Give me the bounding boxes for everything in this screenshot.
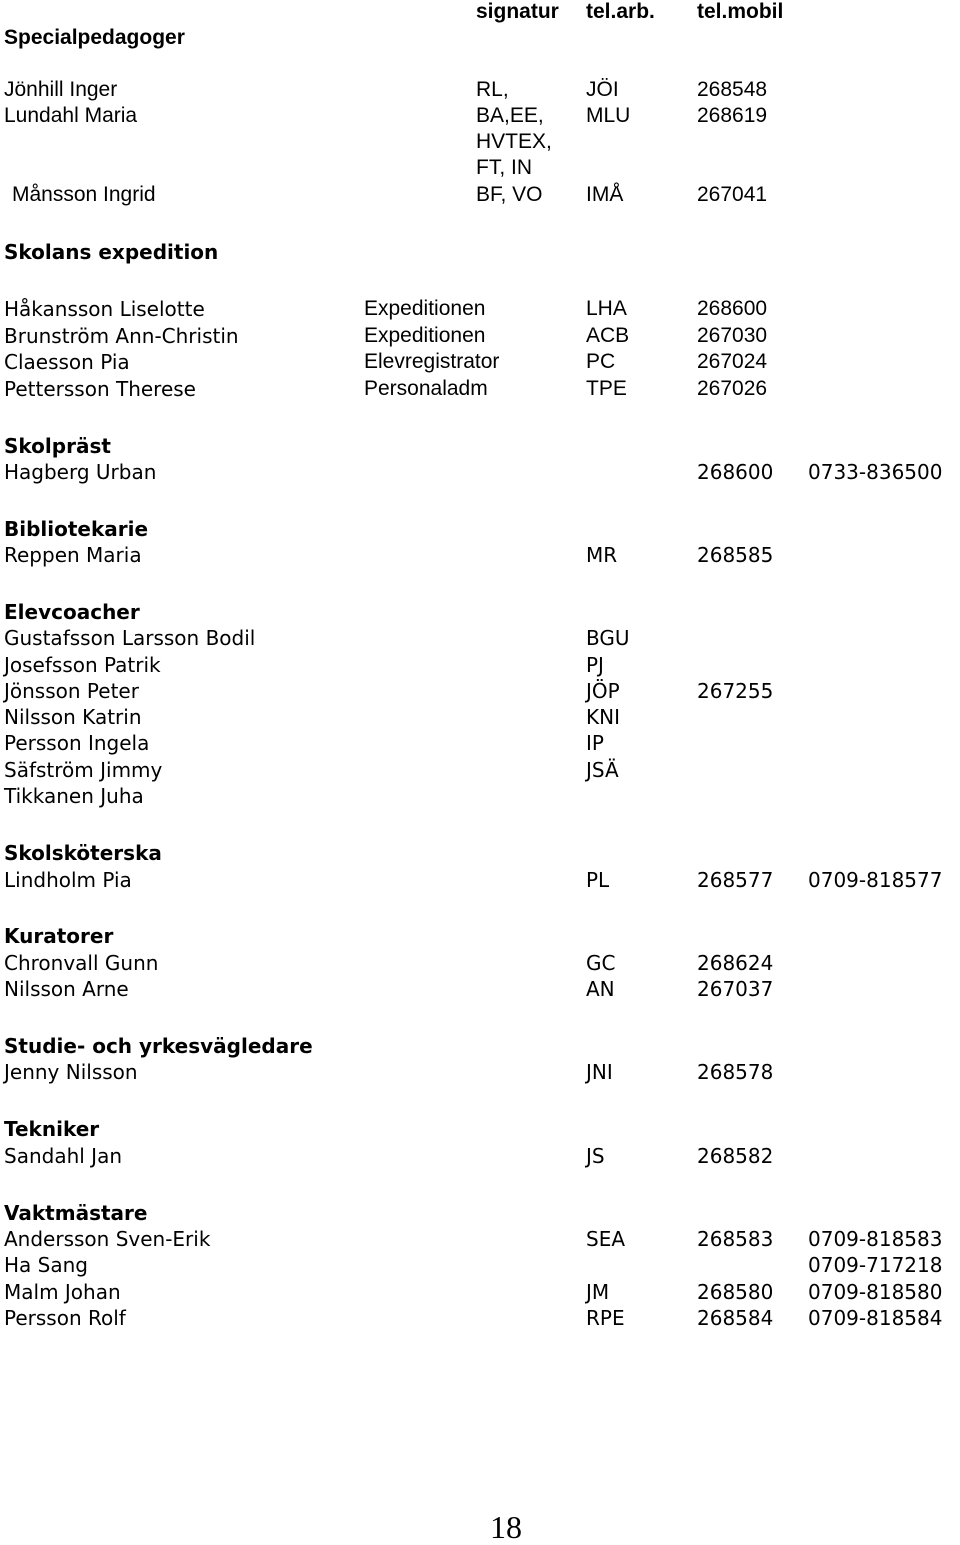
staff-tel: 268548 [697,78,768,101]
staff-tel: 268619 [697,104,768,127]
staff-name: Ha Sang [4,1253,88,1277]
staff-tel: 268600 [697,460,774,484]
staff-signature: GC [586,951,616,975]
staff-role: Personaladm [364,377,488,400]
staff-tel: 268624 [697,951,774,975]
staff-tel: 268578 [697,1060,774,1084]
staff-signature: PL [586,868,610,892]
staff-signature: BGU [586,626,630,650]
staff-name: Sandahl Jan [4,1144,122,1168]
staff-signature: PJ [586,653,604,677]
staff-mobile: 0733-836500 [808,460,943,484]
staff-tel: 268584 [697,1306,774,1330]
staff-name: Hagberg Urban [4,460,157,484]
staff-signature: JÖI [586,78,619,101]
section-heading-vaktmastare: Vaktmästare [4,1201,148,1225]
staff-subjects: BF, VO [476,183,543,206]
staff-mobile: 0709-818584 [808,1306,943,1330]
staff-subjects: FT, IN [476,156,532,179]
staff-signature: JÖP [586,679,620,703]
staff-subjects: HVTEX, [476,130,552,153]
column-header-tel-mobil: tel.mobil [697,0,784,23]
column-header-signatur: signatur [476,0,559,23]
staff-mobile: 0709-717218 [808,1253,943,1277]
staff-tel: 267037 [697,977,774,1001]
staff-name: Persson Ingela [4,731,150,755]
staff-signature: JS [586,1144,605,1168]
staff-subjects: BA,EE, [476,104,544,127]
section-heading-syv: Studie- och yrkesvägledare [4,1034,313,1058]
staff-tel: 268600 [697,297,768,320]
staff-name: Gustafsson Larsson Bodil [4,626,256,650]
staff-signature: ACB [586,324,630,347]
staff-name: Säfström Jimmy [4,758,163,782]
staff-signature: IP [586,731,604,755]
staff-name: Tikkanen Juha [4,784,144,808]
staff-tel: 268577 [697,868,774,892]
staff-signature: LHA [586,297,627,320]
staff-name: Persson Rolf [4,1306,126,1330]
staff-mobile: 0709-818580 [808,1280,943,1304]
staff-signature: JNI [586,1060,613,1084]
staff-tel: 267026 [697,377,768,400]
staff-name: Reppen Maria [4,543,142,567]
staff-signature: SEA [586,1227,626,1251]
staff-name: Nilsson Arne [4,977,129,1001]
staff-name: Pettersson Therese [4,377,196,401]
staff-tel: 267041 [697,183,768,206]
staff-tel: 268585 [697,543,774,567]
staff-name: Chronvall Gunn [4,951,159,975]
staff-name: Jönhill Inger [4,78,118,101]
staff-tel: 267024 [697,350,768,373]
staff-role: Expeditionen [364,297,486,320]
staff-name: Andersson Sven-Erik [4,1227,211,1251]
staff-signature: MLU [586,104,631,127]
staff-name: Lindholm Pia [4,868,132,892]
staff-name: Månsson Ingrid [12,183,156,206]
staff-tel: 267030 [697,324,768,347]
staff-name: Claesson Pia [4,350,130,374]
staff-name: Josefsson Patrik [4,653,161,677]
staff-name: Malm Johan [4,1280,121,1304]
staff-signature: JSÄ [586,758,619,782]
staff-signature: RPE [586,1306,625,1330]
staff-name: Jönsson Peter [4,679,139,703]
staff-name: Brunström Ann-Christin [4,324,239,348]
staff-role: Expeditionen [364,324,486,347]
section-heading-expedition: Skolans expedition [4,240,219,264]
staff-signature: PC [586,350,616,373]
section-heading-tekniker: Tekniker [4,1117,100,1141]
staff-mobile: 0709-818583 [808,1227,943,1251]
staff-signature: TPE [586,377,627,400]
staff-tel: 268583 [697,1227,774,1251]
staff-signature: AN [586,977,615,1001]
staff-name: Nilsson Katrin [4,705,142,729]
staff-subjects: RL, [476,78,509,101]
staff-signature: JM [586,1280,610,1304]
staff-mobile: 0709-818577 [808,868,943,892]
section-heading-specialpedagoger: Specialpedagoger [4,26,185,49]
section-heading-kuratorer: Kuratorer [4,924,114,948]
staff-tel: 268580 [697,1280,774,1304]
staff-role: Elevregistrator [364,350,500,373]
section-heading-elevcoacher: Elevcoacher [4,600,140,624]
staff-signature: KNI [586,705,620,729]
staff-tel: 268582 [697,1144,774,1168]
staff-tel: 267255 [697,679,774,703]
staff-signature: IMÅ [586,183,624,206]
staff-name: Lundahl Maria [4,104,138,127]
staff-name: Jenny Nilsson [4,1060,138,1084]
section-heading-skolprast: Skolpräst [4,434,111,458]
staff-name: Håkansson Liselotte [4,297,205,321]
page-number: 18 [490,1509,522,1545]
section-heading-skolskoterska: Skolsköterska [4,841,162,865]
column-header-tel-arb: tel.arb. [586,0,655,23]
staff-signature: MR [586,543,618,567]
section-heading-bibliotekarie: Bibliotekarie [4,517,149,541]
